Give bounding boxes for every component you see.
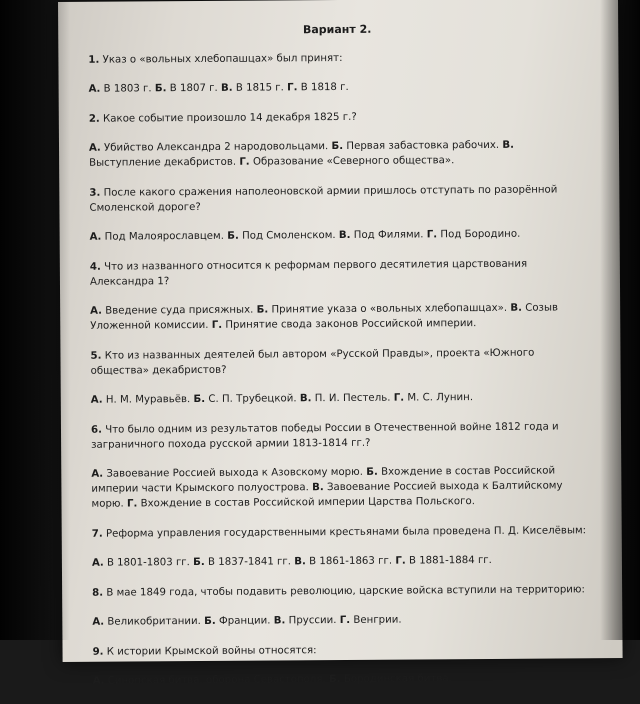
question bbox=[92, 582, 590, 600]
answer-options bbox=[89, 78, 587, 96]
question-text: Что было одним из результатов победы России в Отечественной войне 1812 года и заграничного похода русской армии 1813-1814 гг.? bbox=[91, 421, 559, 451]
question-number: 4. bbox=[89, 261, 101, 273]
option-text: Созыв Уложенной комиссии. bbox=[90, 302, 559, 332]
option-text: Образование «Северного общества». bbox=[252, 155, 455, 168]
option-text: Бородинская битва. bbox=[343, 673, 452, 685]
question bbox=[90, 345, 588, 378]
option-text: Н. М. Муравьёв. bbox=[105, 394, 191, 406]
question-number: 6. bbox=[90, 424, 103, 436]
option-letter: В. bbox=[294, 556, 306, 568]
option-letter: Г. bbox=[239, 156, 250, 168]
option-letter: А. bbox=[89, 231, 102, 243]
answer-options bbox=[89, 137, 587, 170]
option-text: В 1815 г. bbox=[235, 82, 284, 94]
option-letter: В. bbox=[502, 139, 515, 151]
question-number: 1. bbox=[88, 54, 100, 66]
option-letter: В. bbox=[273, 615, 286, 627]
option-text: С. П. Трубецкой. bbox=[208, 393, 297, 405]
question-number: 2. bbox=[88, 113, 100, 125]
question-number: 3. bbox=[89, 187, 101, 199]
option-text: В 1803 г. bbox=[103, 83, 152, 95]
option-letter: Б. bbox=[193, 556, 205, 569]
option-text: Введение суда присяжных. bbox=[105, 304, 254, 317]
question-text: Что из названного относится к реформам первого десятилетия царствования Александра 1? bbox=[89, 258, 528, 288]
option-letter: А. bbox=[92, 675, 105, 687]
question bbox=[88, 49, 586, 67]
option-letter: Б. bbox=[154, 83, 167, 95]
option-text: Принятие указа о «вольных хлебопашцах». bbox=[271, 302, 508, 316]
answer-options bbox=[92, 552, 590, 570]
answer-options bbox=[90, 226, 588, 244]
option-letter: А. bbox=[88, 142, 101, 154]
question-text: Какое событие произошло 14 декабря 1825 г.? bbox=[103, 111, 357, 125]
option-letter: Б. bbox=[227, 230, 239, 242]
option-letter: В. bbox=[510, 302, 522, 314]
option-text: В 1807 г. bbox=[169, 82, 218, 95]
question-number: 5. bbox=[90, 350, 102, 362]
question-text: В мае 1849 года, чтобы подавить революцию, царские войска вступили на территорию: bbox=[106, 584, 585, 599]
option-letter: Б. bbox=[193, 393, 206, 406]
question bbox=[89, 108, 587, 126]
answer-options bbox=[92, 611, 590, 629]
option-text: Синопская битва, оборона Севастополя. bbox=[107, 674, 326, 687]
option-letter: В. bbox=[312, 482, 324, 494]
option-text: Венгрии. bbox=[353, 614, 402, 626]
question bbox=[92, 641, 590, 659]
question-number: 7. bbox=[91, 528, 103, 540]
option-letter: Г. bbox=[393, 392, 405, 404]
option-letter: А. bbox=[91, 557, 104, 569]
option-text: Пруссии. bbox=[288, 615, 337, 627]
option-text: П. И. Пестель. bbox=[314, 392, 391, 405]
question bbox=[89, 182, 587, 215]
option-letter: Г. bbox=[211, 319, 223, 331]
option-letter: Г. bbox=[126, 498, 138, 510]
option-text: Первая забастовка рабочих. bbox=[346, 139, 500, 152]
option-text: Принятие свода законов Российской империи. bbox=[225, 318, 477, 331]
option-letter: Г. bbox=[287, 82, 298, 94]
question bbox=[90, 256, 588, 289]
question-number: 8. bbox=[92, 587, 104, 599]
option-text: Вхождение в состав Российской империи части Крымского полуострова. bbox=[91, 465, 556, 495]
option-text: Великобритании. bbox=[107, 615, 201, 628]
answer-options bbox=[91, 389, 589, 407]
option-text: Вхождение в состав Российской империи Царства Польского. bbox=[140, 496, 475, 510]
question-text: После какого сражения наполеоновской армии пришлось отступать по разорённой Смоленской дороге? bbox=[89, 184, 558, 214]
answer-options bbox=[90, 300, 588, 333]
answer-options bbox=[91, 463, 589, 511]
option-text: В 1837-1841 гг. bbox=[207, 556, 292, 568]
question bbox=[91, 419, 589, 452]
option-letter: Б. bbox=[331, 140, 344, 153]
option-text: В 1881-1884 гг. bbox=[408, 554, 492, 567]
option-letter: Б. bbox=[366, 466, 378, 478]
option-text: М. С. Лунин. bbox=[407, 392, 474, 404]
question-text: Указ о «вольных хлебопашцах» был принят: bbox=[102, 52, 343, 66]
option-letter: Б. bbox=[204, 615, 216, 627]
option-letter: Б. bbox=[256, 304, 269, 316]
option-text: В 1801-1803 гг. bbox=[106, 557, 190, 569]
option-text: В 1818 г. bbox=[300, 81, 349, 94]
option-letter: А. bbox=[92, 616, 105, 628]
option-text: Франции. bbox=[218, 615, 271, 627]
option-letter: В. bbox=[299, 393, 312, 405]
option-letter: А. bbox=[91, 468, 104, 480]
option-text: Завоевание Россией выхода к Балтийскому морю. bbox=[91, 480, 563, 510]
test-content bbox=[88, 20, 591, 703]
option-letter: В. bbox=[220, 82, 233, 94]
option-letter: А. bbox=[90, 305, 102, 317]
page-title: Вариант 2. bbox=[302, 22, 372, 37]
question-list bbox=[88, 49, 590, 688]
option-letter: А. bbox=[90, 394, 103, 406]
option-text: Выступление декабристов. bbox=[89, 156, 237, 169]
option-letter: Г. bbox=[339, 614, 351, 627]
option-text: Под Бородино. bbox=[440, 228, 521, 241]
question-text: Реформа управления государственными крестьянами была проведена П. Д. Киселёвым: bbox=[105, 525, 587, 540]
option-letter: Б. bbox=[328, 673, 341, 686]
option-text: Под Малоярославцем. bbox=[104, 230, 224, 243]
option-text: Под Смоленском. bbox=[242, 230, 336, 242]
option-letter: Г. bbox=[426, 229, 438, 241]
option-letter: А. bbox=[88, 83, 101, 95]
question-number: 9. bbox=[92, 646, 104, 658]
option-text: Под Филями. bbox=[353, 229, 424, 241]
test-sheet bbox=[58, 0, 623, 687]
option-letter: В. bbox=[338, 229, 351, 241]
question-text: Кто из названных деятелей был автором «Русской Правды», проекта «Южного общества» декабристов? bbox=[90, 347, 535, 377]
answer-options bbox=[93, 670, 591, 688]
option-text: В 1861-1863 гг. bbox=[309, 555, 393, 568]
question-text: К истории Крымской войны относятся: bbox=[106, 645, 317, 658]
option-text: Завоевание Россией выхода к Азовскому морю. bbox=[106, 466, 363, 480]
question bbox=[92, 523, 590, 541]
option-text: Убийство Александра 2 народовольцами. bbox=[104, 141, 329, 154]
option-letter: Г. bbox=[395, 555, 406, 567]
